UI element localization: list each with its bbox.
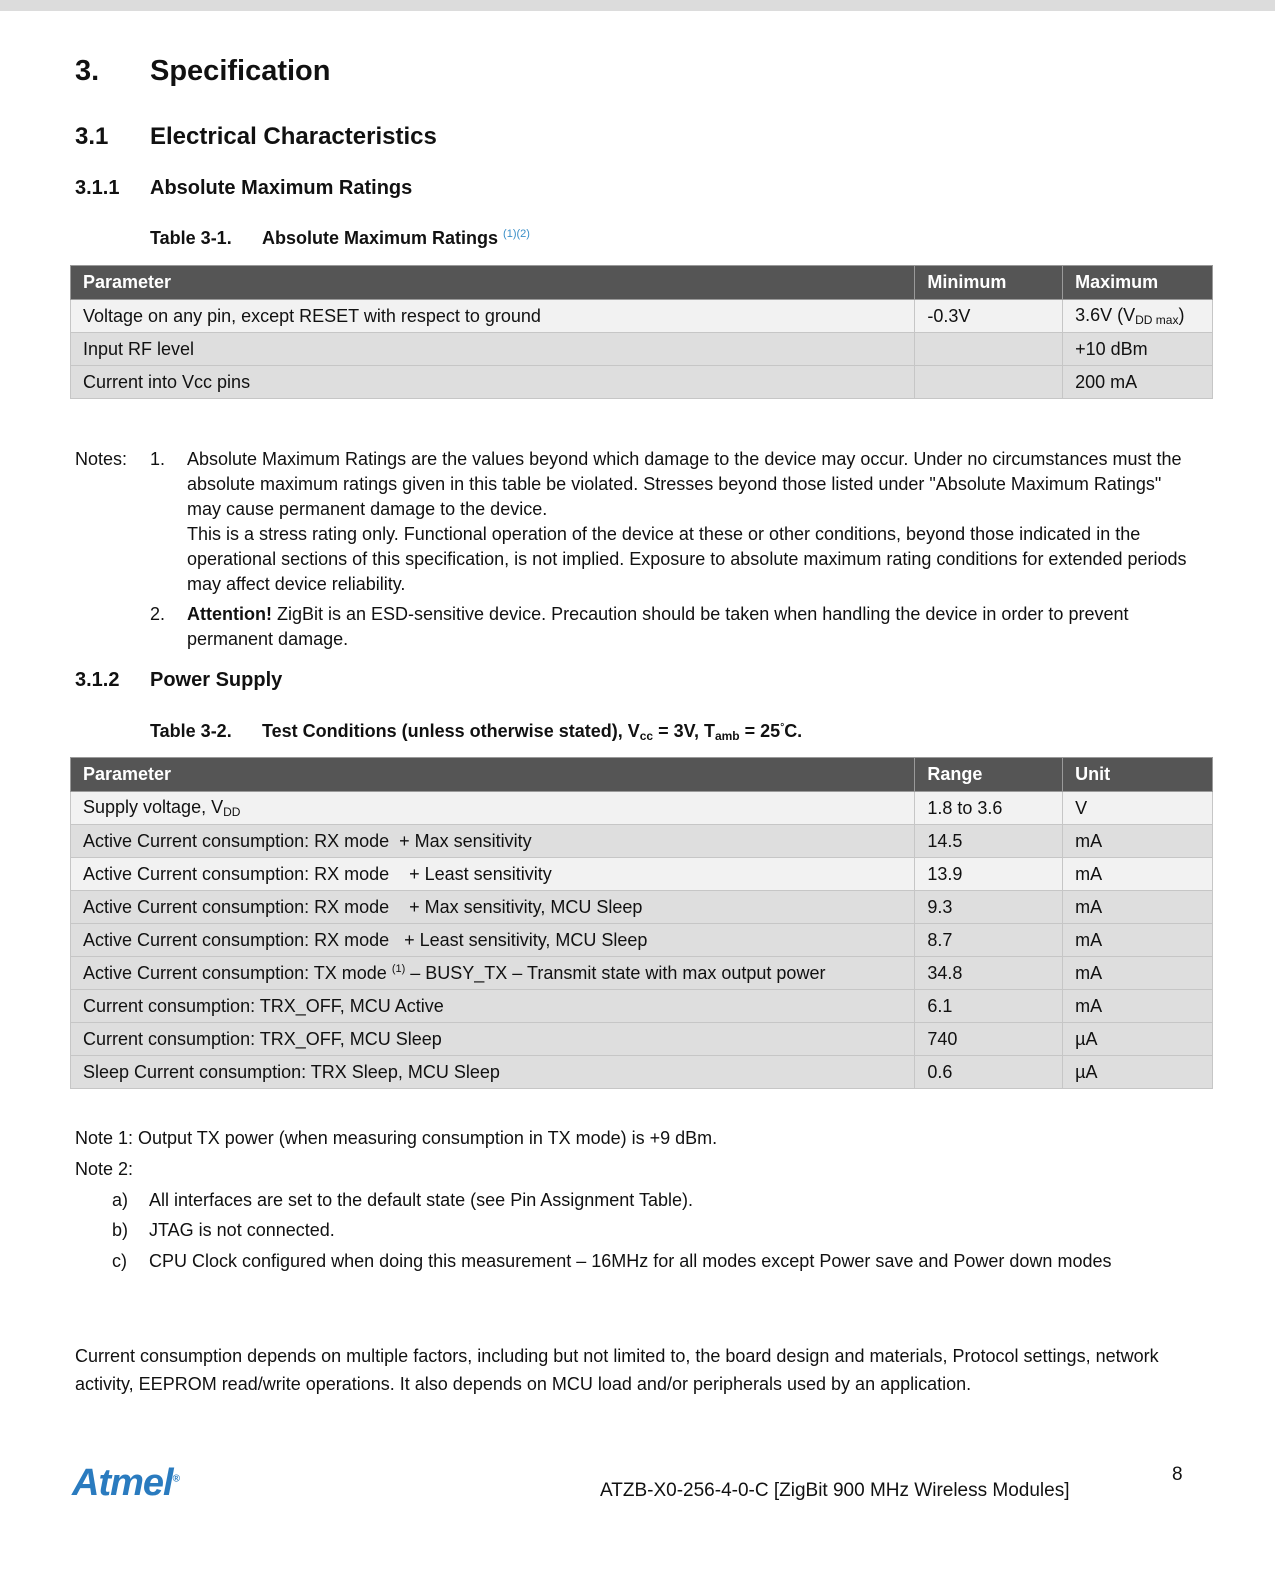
cell-unit: V	[1063, 792, 1213, 825]
table-header-row	[71, 758, 1213, 792]
cell-parameter: Active Current consumption: RX mode + Least sensitivity	[71, 858, 915, 891]
cell-unit: mA	[1063, 825, 1213, 858]
cell-parameter: Active Current consumption: RX mode + Least sensitivity, MCU Sleep	[71, 924, 915, 957]
cell-range: 8.7	[915, 924, 1063, 957]
table-row	[71, 957, 1213, 990]
cell-parameter-pre: Active Current consumption: TX mode	[83, 962, 392, 983]
header-minimum: Minimum	[915, 266, 1063, 300]
table-row	[71, 924, 1213, 957]
amr-number: 3.1.1	[75, 177, 120, 199]
subsection-number: 3.1	[75, 123, 109, 150]
power-heading	[75, 669, 282, 692]
cell-unit: mA	[1063, 990, 1213, 1023]
table-3-2-number: Table 3-2.	[150, 721, 232, 741]
list-text: CPU Clock configured when doing this measurement – 16MHz for all modes except Power save and Power down modes	[149, 1251, 1112, 1271]
list-marker: b)	[112, 1220, 129, 1240]
table-3-1-title: Absolute Maximum Ratings	[262, 228, 499, 248]
note-text	[187, 602, 1187, 652]
power-note-2-label: Note 2:	[75, 1159, 134, 1179]
table-row	[71, 825, 1213, 858]
header-maximum: Maximum	[1063, 266, 1213, 300]
table-row	[71, 366, 1213, 399]
note-text-2: This is a stress rating only. Functional operation of the device at these or other conditions, beyond those indicated in the operational sections of this specification, is not implied. Exposure to absolute maximum rating conditions for extended periods may affect device reliability.	[187, 524, 1187, 594]
list-text: All interfaces are set to the default state (see Pin Assignment Table).	[149, 1190, 693, 1210]
cell-maximum	[1063, 300, 1213, 333]
cell-maximum: +10 dBm	[1063, 333, 1213, 366]
cell-parameter: Input RF level	[71, 333, 915, 366]
cell-parameter-sup: (1)	[391, 962, 406, 975]
cell-maximum-sub: DD max	[1135, 313, 1179, 327]
cell-range: 6.1	[915, 990, 1063, 1023]
header-unit: Unit	[1063, 758, 1213, 792]
amr-heading	[75, 177, 412, 200]
table-3-1-caption	[150, 228, 530, 249]
logo-registered-mark: ®	[172, 1473, 179, 1485]
top-bar	[0, 0, 1275, 11]
cell-parameter-post: – BUSY_TX – Transmit state with max output power	[405, 962, 826, 983]
cell-unit: µA	[1063, 1023, 1213, 1056]
cell-unit: mA	[1063, 858, 1213, 891]
header-parameter: Parameter	[71, 758, 915, 792]
list-marker: c)	[112, 1251, 127, 1271]
cell-parameter-pre: Supply voltage, V	[83, 797, 224, 817]
page-number: 8	[1172, 1464, 1183, 1485]
cell-maximum-pre: 3.6V (V	[1075, 305, 1136, 325]
table-3-2-caption	[150, 721, 802, 743]
cell-parameter-sub: DD	[223, 805, 241, 819]
cell-parameter	[71, 792, 915, 825]
cell-minimum	[915, 333, 1063, 366]
cell-unit: mA	[1063, 924, 1213, 957]
amr-title: Absolute Maximum Ratings	[150, 177, 413, 199]
list-text: JTAG is not connected.	[149, 1220, 335, 1240]
note-number: 1.	[150, 449, 166, 469]
note-body: ZigBit is an ESD-sensitive device. Precaution should be taken when handling the device in order to prevent permanent damage.	[187, 604, 1129, 649]
subsection-heading	[75, 123, 437, 151]
cell-parameter: Sleep Current consumption: TRX Sleep, MCU Sleep	[71, 1056, 915, 1089]
cell-unit: µA	[1063, 1056, 1213, 1089]
cell-parameter: Voltage on any pin, except RESET with respect to ground	[71, 300, 915, 333]
table-3-1-note-refs[interactable]: (1)(2)	[503, 228, 530, 240]
note-number: 2.	[150, 604, 166, 624]
notes-label: Notes:	[75, 449, 128, 469]
cell-range: 9.3	[915, 891, 1063, 924]
test-conditions-table	[70, 757, 1213, 1089]
table-3-1-number: Table 3-1.	[150, 228, 232, 248]
cell-parameter: Current consumption: TRX_OFF, MCU Active	[71, 990, 915, 1023]
cell-parameter: Active Current consumption: RX mode + Max sensitivity	[71, 825, 915, 858]
cell-range: 34.8	[915, 957, 1063, 990]
logo-text: Atmel	[72, 1462, 173, 1504]
table-row	[71, 792, 1213, 825]
table-3-2-degree: °	[780, 722, 785, 733]
absolute-max-ratings-table	[70, 265, 1213, 399]
table-3-2-title-post: = 25	[739, 721, 781, 741]
header-parameter: Parameter	[71, 266, 915, 300]
cell-maximum: 200 mA	[1063, 366, 1213, 399]
table-3-2-title-end: C.	[784, 721, 803, 741]
cell-parameter	[71, 957, 915, 990]
table-row	[71, 333, 1213, 366]
cell-range: 13.9	[915, 858, 1063, 891]
power-number: 3.1.2	[75, 669, 120, 691]
cell-parameter: Current into Vcc pins	[71, 366, 915, 399]
table-header-row	[71, 266, 1213, 300]
note-text: Absolute Maximum Ratings are the values beyond which damage to the device may occur. Under no circumstances must the absolute maximum ratings given in this table be violated. Stresses beyond those listed under "Absolute Maximum Ratings" may cause permanent damage to the device.	[187, 449, 1182, 519]
table-3-2-sub-amb: amb	[714, 729, 740, 743]
cell-parameter: Current consumption: TRX_OFF, MCU Sleep	[71, 1023, 915, 1056]
cell-minimum	[915, 366, 1063, 399]
cell-range: 0.6	[915, 1056, 1063, 1089]
footer-document-title: ATZB-X0-256-4-0-C [ZigBit 900 MHz Wireless Modules]	[600, 1480, 1070, 1501]
list-marker: a)	[112, 1190, 129, 1210]
section-title: Specification	[150, 55, 331, 87]
power-title: Power Supply	[150, 669, 283, 691]
cell-range: 1.8 to 3.6	[915, 792, 1063, 825]
table-3-2-title-pre: Test Conditions (unless otherwise stated), V	[262, 721, 640, 741]
cell-unit: mA	[1063, 957, 1213, 990]
power-paragraph: Current consumption depends on multiple factors, including but not limited to, the board design and materials, Protocol settings, network activity, EEPROM read/write operations. It also depends on MCU load and/or peripherals used by an application.	[75, 1346, 1159, 1394]
subsection-title: Electrical Characteristics	[150, 123, 437, 150]
table-row	[71, 891, 1213, 924]
table-row	[71, 858, 1213, 891]
table-3-2-title-mid: = 3V, T	[653, 721, 715, 741]
table-row	[71, 1023, 1213, 1056]
cell-parameter: Active Current consumption: RX mode + Max sensitivity, MCU Sleep	[71, 891, 915, 924]
cell-minimum: -0.3V	[915, 300, 1063, 333]
cell-range: 740	[915, 1023, 1063, 1056]
note-attention: Attention!	[187, 604, 272, 624]
section-heading	[75, 55, 331, 88]
table-row	[71, 990, 1213, 1023]
header-range: Range	[915, 758, 1063, 792]
cell-unit: mA	[1063, 891, 1213, 924]
cell-range: 14.5	[915, 825, 1063, 858]
cell-maximum-post: )	[1178, 305, 1185, 325]
atmel-logo	[72, 1462, 179, 1505]
table-3-2-sub-cc: cc	[639, 729, 654, 743]
table-row	[71, 300, 1213, 333]
table-row	[71, 1056, 1213, 1089]
section-number: 3.	[75, 55, 100, 87]
power-note-1: Note 1: Output TX power (when measuring consumption in TX mode) is +9 dBm.	[75, 1128, 718, 1148]
